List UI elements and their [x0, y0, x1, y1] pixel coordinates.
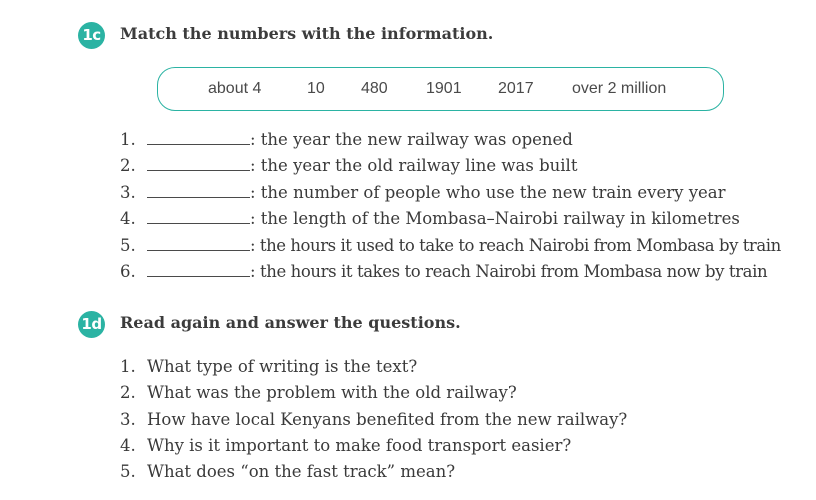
question-text: How have local Kenyans benefited from the new railway? [147, 410, 628, 429]
item-text: : the number of people who use the new train every year [250, 183, 726, 202]
item-text: : the year the new railway was opened [250, 130, 573, 149]
answer-blank[interactable] [147, 223, 250, 224]
question-number: 3. [120, 410, 136, 429]
answer-blank[interactable] [147, 170, 250, 171]
section-1c-badge: 1c [78, 22, 105, 49]
question-number: 5. [120, 462, 136, 481]
word-bank-box [157, 67, 724, 111]
section-1d-badge: 1d [78, 311, 105, 338]
section-1c-title: Match the numbers with the information. [120, 24, 494, 43]
answer-blank[interactable] [147, 197, 250, 198]
section-1d-title: Read again and answer the questions. [120, 313, 461, 332]
item-text: : the hours it used to take to reach Nairobi from Mombasa by train [250, 236, 781, 255]
item-number: 3. [120, 183, 136, 202]
question-number: 1. [120, 357, 136, 376]
word-bank-item: 1901 [426, 80, 462, 97]
word-bank-item: over 2 million [572, 80, 667, 97]
item-number: 1. [120, 130, 136, 149]
answer-blank[interactable] [147, 144, 250, 145]
word-bank-item: 10 [307, 80, 325, 97]
question-text: What does “on the fast track” mean? [147, 462, 456, 481]
question-text: What was the problem with the old railway? [147, 383, 517, 402]
word-bank-item: about 4 [208, 80, 262, 97]
question-number: 4. [120, 436, 136, 455]
word-bank-item: 2017 [498, 80, 534, 97]
item-number: 2. [120, 156, 136, 175]
item-text: : the hours it takes to reach Nairobi from Mombasa now by train [250, 262, 768, 281]
item-text: : the length of the Mombasa–Nairobi railway in kilometres [250, 209, 740, 228]
item-number: 4. [120, 209, 136, 228]
item-number: 6. [120, 262, 136, 281]
item-number: 5. [120, 236, 136, 255]
word-bank-item: 480 [361, 80, 388, 97]
answer-blank[interactable] [147, 276, 250, 277]
question-number: 2. [120, 383, 136, 402]
question-text: What type of writing is the text? [147, 357, 418, 376]
answer-blank[interactable] [147, 250, 250, 251]
question-text: Why is it important to make food transport easier? [147, 436, 572, 455]
item-text: : the year the old railway line was built [250, 156, 578, 175]
